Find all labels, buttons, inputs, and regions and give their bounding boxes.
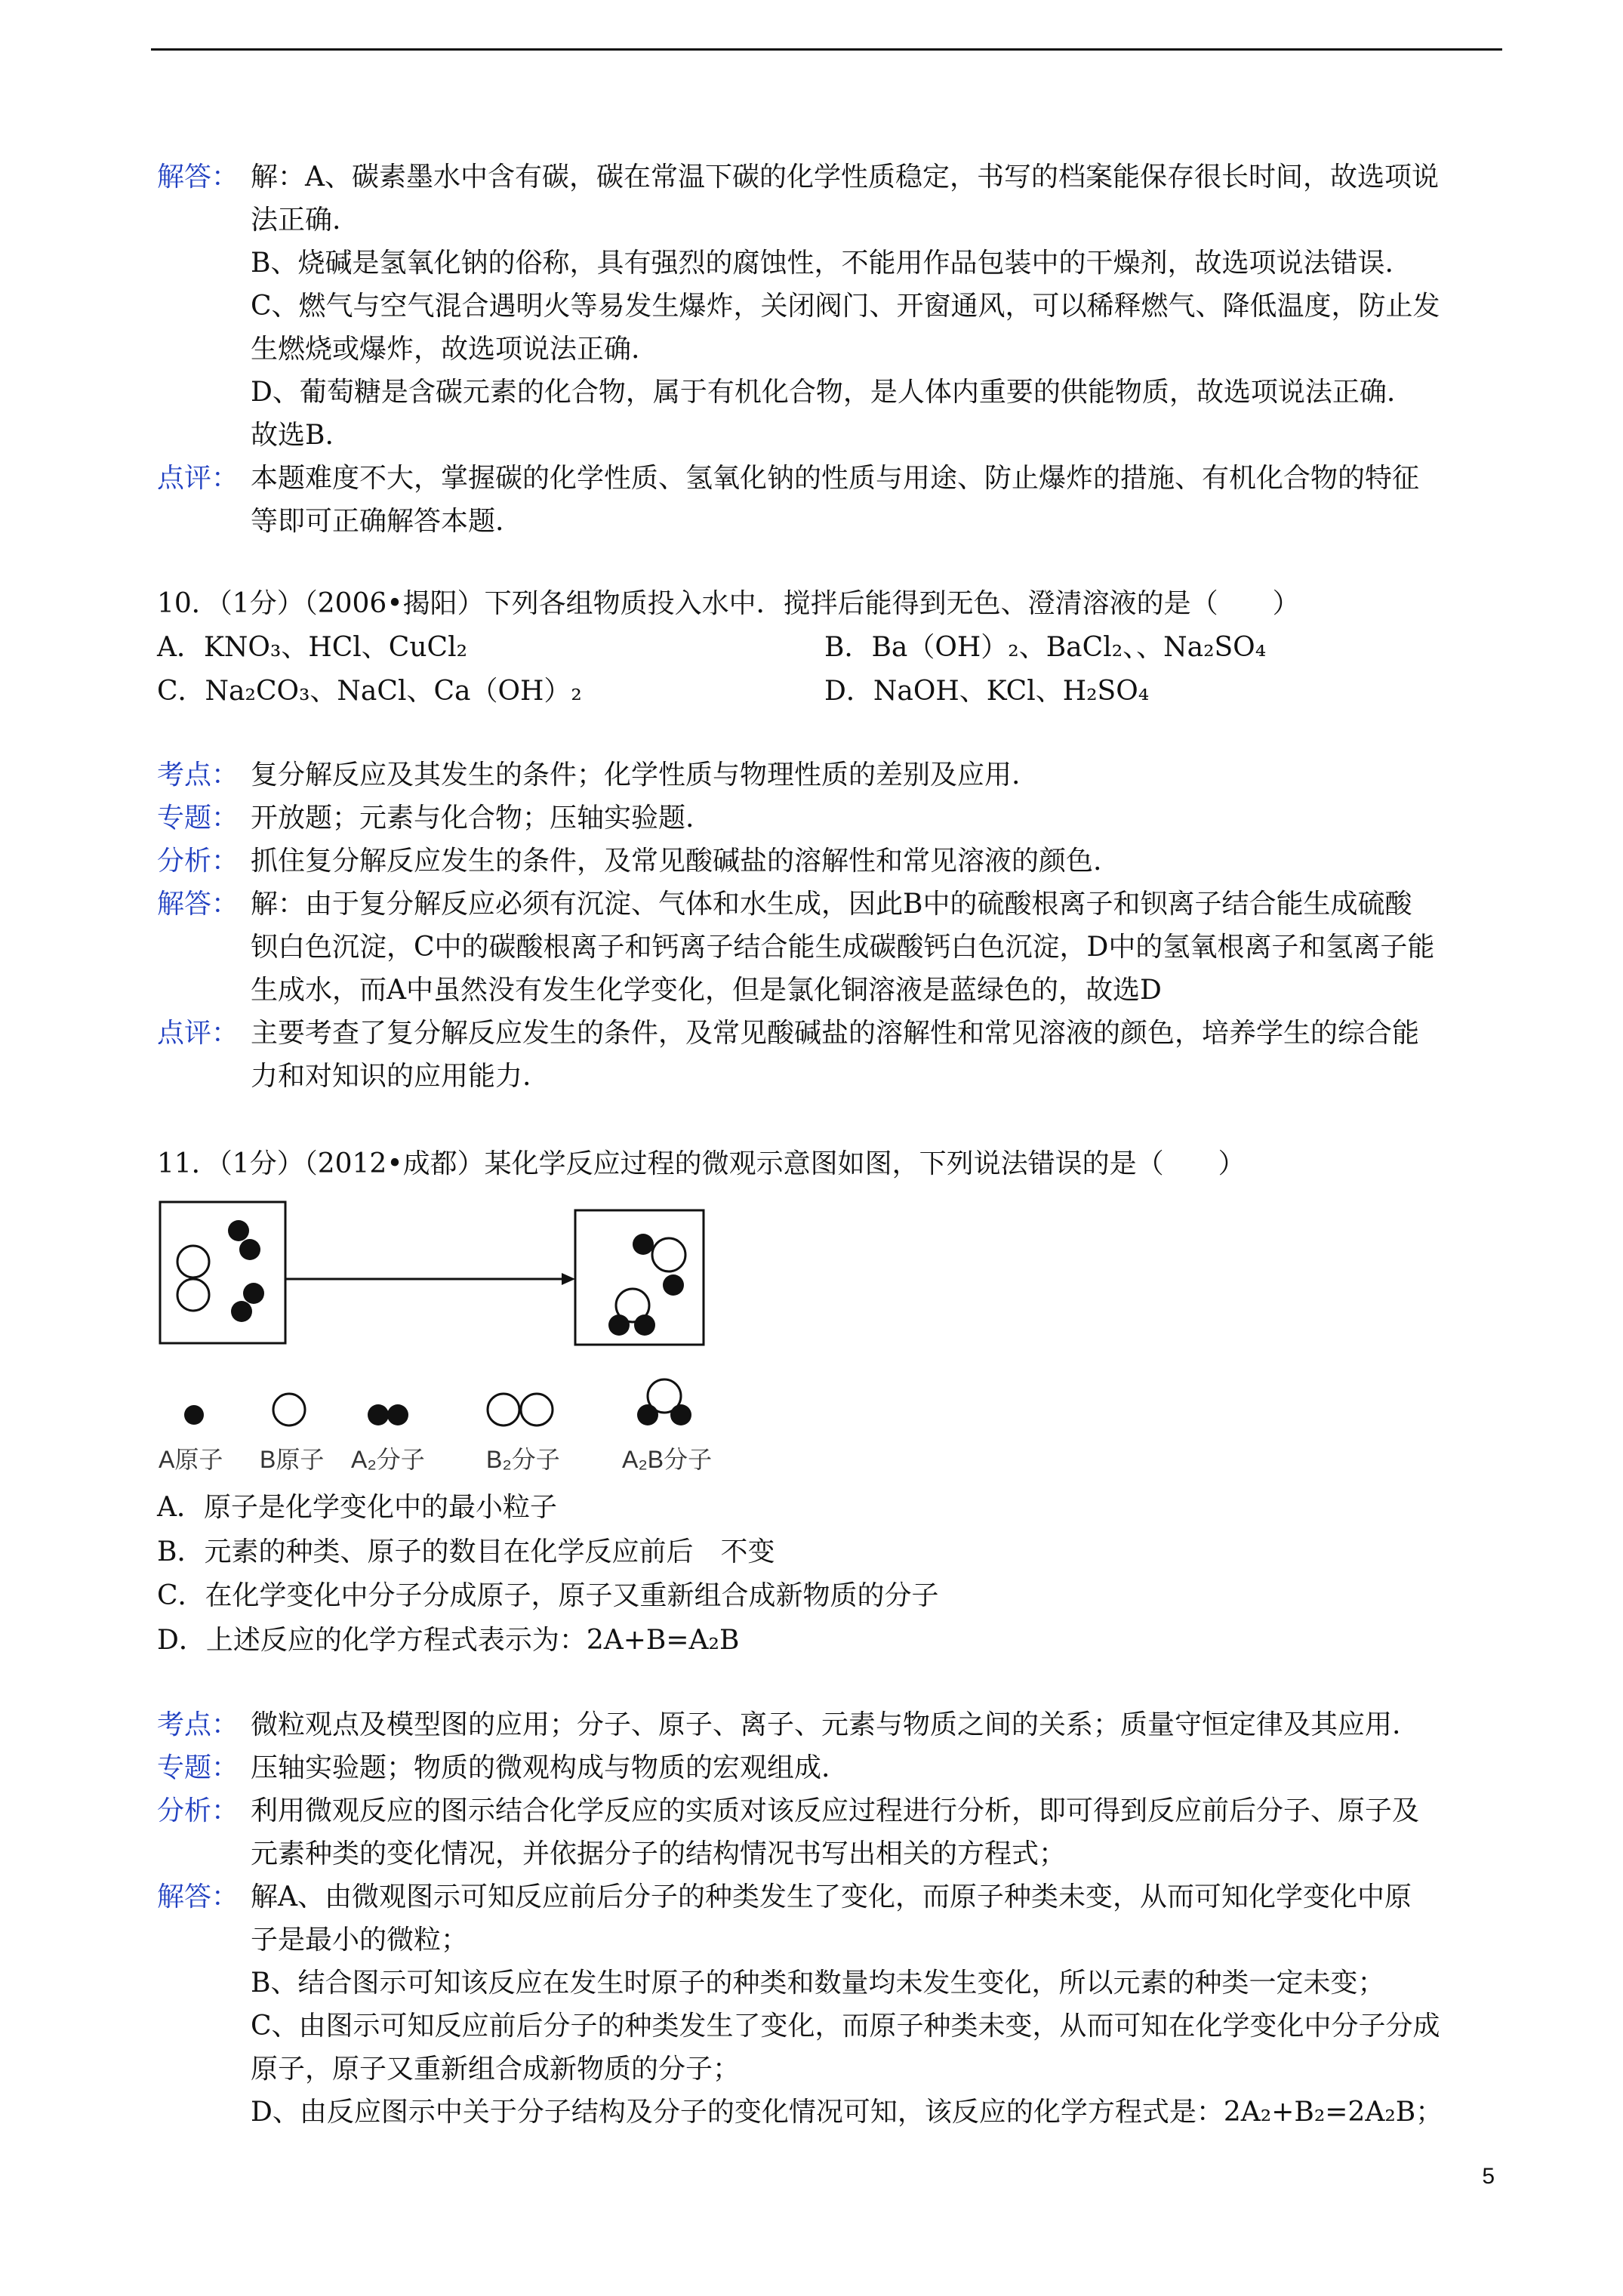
legend-b-atom-label: B原子 xyxy=(260,1446,325,1473)
q10-jieda-line: 解：由于复分解反应必须有沉淀、气体和水生成，因此B中的硫酸根离子和钡离子结合能生成硫酸 xyxy=(251,889,1412,920)
q9-jieda-line: B、烧碱是氢氧化钠的俗称，具有强烈的腐蚀性，不能用作品包装中的干燥剂，故选项说法错误. xyxy=(251,248,1394,279)
q11-fenxi-line: 元素种类的变化情况，并依据分子的结构情况书写出相关的方程式； xyxy=(251,1838,1067,1869)
q11-jieda-line: 子是最小的微粒； xyxy=(251,1925,469,1955)
q11-option-c: C．在化学变化中分子分成原子，原子又重新组合成新物质的分子 xyxy=(157,1580,939,1611)
q11-jieda-line: 解A、由微观图示可知反应前后分子的种类发生了变化，而原子种类未变，从而可知化学变化中原 xyxy=(251,1881,1412,1912)
legend-a-atom-icon xyxy=(184,1405,204,1425)
q10-fenxi: 抓住复分解反应发生的条件，及常见酸碱盐的溶解性和常见溶液的颜色. xyxy=(251,846,1102,877)
reactant-a2-molecule-top xyxy=(228,1220,260,1260)
reactant-a2-molecule-bottom xyxy=(231,1283,264,1322)
q10-jieda-line: 生成水，而A中虽然没有发生化学变化，但是氯化铜溶液是蓝绿色的，故选D xyxy=(251,975,1162,1006)
q9-dianping-label: 点评： xyxy=(157,463,239,494)
q10-kaodian: 复分解反应及其发生的条件；化学性质与物理性质的差别及应用. xyxy=(251,760,1021,791)
legend-b2-molecule-icon xyxy=(488,1394,553,1425)
q9-jieda-line: 法正确. xyxy=(251,205,341,236)
q9-jieda-line: 解：A、碳素墨水中含有碳，碳在常温下碳的化学性质稳定，书写的档案能保存很长时间，故选项说 xyxy=(251,162,1439,193)
q11-zhuanti-label: 专题： xyxy=(157,1752,239,1783)
q10-option-c: C．Na₂CO₃、NaCl、Ca（OH）₂ xyxy=(157,676,582,707)
q11-kaodian-label: 考点： xyxy=(157,1709,239,1740)
q9-jieda-line: D、葡萄糖是含碳元素的化合物，属于有机化合物，是人体内重要的供能物质，故选项说法正确. xyxy=(251,377,1396,408)
legend-a-atom-label: A原子 xyxy=(159,1446,223,1473)
q10-dianping-line: 力和对知识的应用能力. xyxy=(251,1061,531,1092)
q11-option-d: D．上述反应的化学方程式表示为：2A+B=A₂B xyxy=(157,1625,740,1656)
q10-option-b: B．Ba（OH）₂、BaCl₂、、Na₂SO₄ xyxy=(824,632,1267,663)
q9-dianping-line: 本题难度不大，掌握碳的化学性质、氢氧化钠的性质与用途、防止爆炸的措施、有机化合物的特征 xyxy=(251,463,1420,494)
q11-zhuanti: 压轴实验题；物质的微观构成与物质的宏观组成. xyxy=(251,1752,830,1783)
product-a2b-molecule-bottom xyxy=(608,1289,655,1336)
q11-jieda-line: 原子，原子又重新组合成新物质的分子； xyxy=(251,2054,741,2085)
q9-jieda-line: 生燃烧或爆炸，故选项说法正确. xyxy=(251,334,640,365)
reactant-b2-molecule xyxy=(177,1246,209,1311)
q11-jieda-line: D、由反应图示中关于分子结构及分子的变化情况可知，该反应的化学方程式是：2A₂+B₂=2A₂B； xyxy=(251,2097,1443,2128)
q11-fenxi-label: 分析： xyxy=(157,1795,239,1826)
q10-zhuanti: 开放题；元素与化合物；压轴实验题. xyxy=(251,803,694,834)
reactant-box xyxy=(160,1202,285,1343)
q9-jieda-line: 故选B. xyxy=(251,420,334,451)
q11-jieda-line: B、结合图示可知该反应在发生时原子的种类和数量均未发生变化，所以元素的种类一定未变； xyxy=(251,1968,1385,1999)
q10-option-d: D．NaOH、KCl、H₂SO₄ xyxy=(824,676,1150,707)
legend-b-atom-icon xyxy=(273,1394,305,1425)
q11-kaodian: 微粒观点及模型图的应用；分子、原子、离子、元素与物质之间的关系；质量守恒定律及其应用. xyxy=(251,1709,1401,1740)
q10-dianping-line: 主要考查了复分解反应发生的条件，及常见酸碱盐的溶解性和常见溶液的颜色，培养学生的综合能 xyxy=(251,1018,1420,1049)
q11-option-a: A．原子是化学变化中的最小粒子 xyxy=(157,1492,557,1523)
legend-a2-molecule-label: A₂分子 xyxy=(351,1446,425,1473)
q10-jieda-label: 解答： xyxy=(157,889,239,920)
page-number: 5 xyxy=(1482,2164,1495,2189)
q11-jieda-line: C、由图示可知反应前后分子的种类发生了变化，而原子种类未变，从而可知在化学变化中分子分成 xyxy=(251,2011,1440,2042)
product-a2b-molecule-top xyxy=(633,1234,685,1296)
legend-a2b-molecule-label: A₂B分子 xyxy=(622,1446,713,1473)
q11-fenxi-line: 利用微观反应的图示结合化学反应的实质对该反应过程进行分析，即可得到反应前后分子、原子及 xyxy=(251,1795,1420,1826)
q9-jieda-line: C、燃气与空气混合遇明火等易发生爆炸，关闭阀门、开窗通风，可以稀释燃气、降低温度，防止发 xyxy=(251,291,1440,322)
q10-dianping-label: 点评： xyxy=(157,1018,239,1049)
q11-jieda-label: 解答： xyxy=(157,1881,239,1912)
q10-stem: 10．（1分）（2006•揭阳）下列各组物质投入水中．搅拌后能得到无色、澄清溶液的是（ ） xyxy=(157,588,1300,619)
q11-analysis xyxy=(157,1703,1504,2134)
arrowhead-icon xyxy=(562,1273,575,1285)
q9-jieda-label: 解答： xyxy=(157,162,239,193)
legend-a2-molecule-icon xyxy=(368,1404,408,1425)
q9-dianping-line: 等即可正确解答本题. xyxy=(251,506,504,537)
q10-option-a: A．KNO₃、HCl、CuCl₂ xyxy=(157,632,468,663)
q11-option-b: B．元素的种类、原子的数目在化学反应前后 不变 xyxy=(157,1536,775,1567)
q10-jieda-line: 钡白色沉淀，C中的碳酸根离子和钙离子结合能生成碳酸钙白色沉淀，D中的氢氧根离子和氢离子能 xyxy=(251,932,1435,963)
legend-b2-molecule-label: B₂分子 xyxy=(486,1446,560,1473)
legend-a2b-molecule-icon xyxy=(637,1379,691,1425)
q10-kaodian-label: 考点： xyxy=(157,760,239,791)
q10-fenxi-label: 分析： xyxy=(157,846,239,877)
q10-zhuanti-label: 专题： xyxy=(157,803,239,834)
q11-stem: 11．（1分）（2012•成都）某化学反应过程的微观示意图如图，下列说法错误的是（ ） xyxy=(157,1148,1246,1179)
